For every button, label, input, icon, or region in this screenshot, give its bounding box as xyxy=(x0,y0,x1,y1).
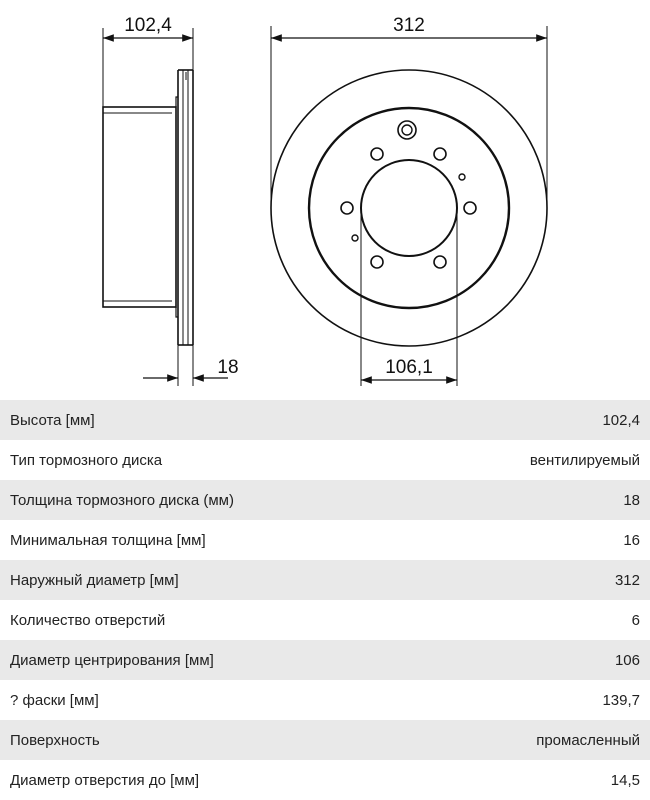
dim-thickness-label: 18 xyxy=(217,357,239,378)
spec-value: промасленный xyxy=(536,731,640,749)
spec-label: Тип тормозного диска xyxy=(10,451,163,469)
disc-front-view xyxy=(271,70,547,346)
dim-outer-diameter-label: 312 xyxy=(393,15,425,36)
spec-row-surface xyxy=(0,720,650,760)
screw-hole xyxy=(398,121,416,139)
spec-label: Высота [мм] xyxy=(10,411,95,429)
spec-row-hole-count xyxy=(0,600,650,640)
spec-value: 106 xyxy=(614,651,640,669)
dim-height-label: 102,4 xyxy=(124,15,172,36)
spec-value: 102,4 xyxy=(602,411,640,429)
spec-label: Количество отверстий xyxy=(10,611,166,629)
spec-value: 139,7 xyxy=(602,691,640,709)
spec-label: Минимальная толщина [мм] xyxy=(10,531,206,549)
spec-value: 14,5 xyxy=(610,771,640,789)
spec-value: 6 xyxy=(631,611,640,629)
disc-side-view xyxy=(103,70,193,345)
spec-row-height xyxy=(0,400,650,440)
spec-value: вентилируемый xyxy=(529,451,640,469)
spec-value: 18 xyxy=(623,491,640,509)
spec-label: Наружный диаметр [мм] xyxy=(10,571,179,589)
spec-value: 16 xyxy=(623,531,640,549)
spec-label: ? фаски [мм] xyxy=(10,691,99,709)
dim-thickness xyxy=(143,345,239,386)
spec-row-thickness xyxy=(0,480,650,520)
spec-row-disc-type xyxy=(0,440,650,480)
dim-center-diameter xyxy=(361,208,457,386)
spec-label: Поверхность xyxy=(10,731,100,749)
spec-row-hole-diameter xyxy=(0,760,650,800)
spec-label: Толщина тормозного диска (мм) xyxy=(10,491,234,509)
spec-row-min-thickness xyxy=(0,520,650,560)
dim-center-diameter-label: 106,1 xyxy=(385,357,433,378)
spec-label: Диаметр центрирования [мм] xyxy=(10,651,214,669)
spec-label: Диаметр отверстия до [мм] xyxy=(10,771,200,789)
spec-row-outer-diameter xyxy=(0,560,650,600)
dim-height xyxy=(103,15,193,107)
spec-value: 312 xyxy=(614,571,640,589)
spec-row-center-diameter xyxy=(0,640,650,680)
spec-table xyxy=(0,400,650,800)
spec-row-chamfer xyxy=(0,680,650,720)
